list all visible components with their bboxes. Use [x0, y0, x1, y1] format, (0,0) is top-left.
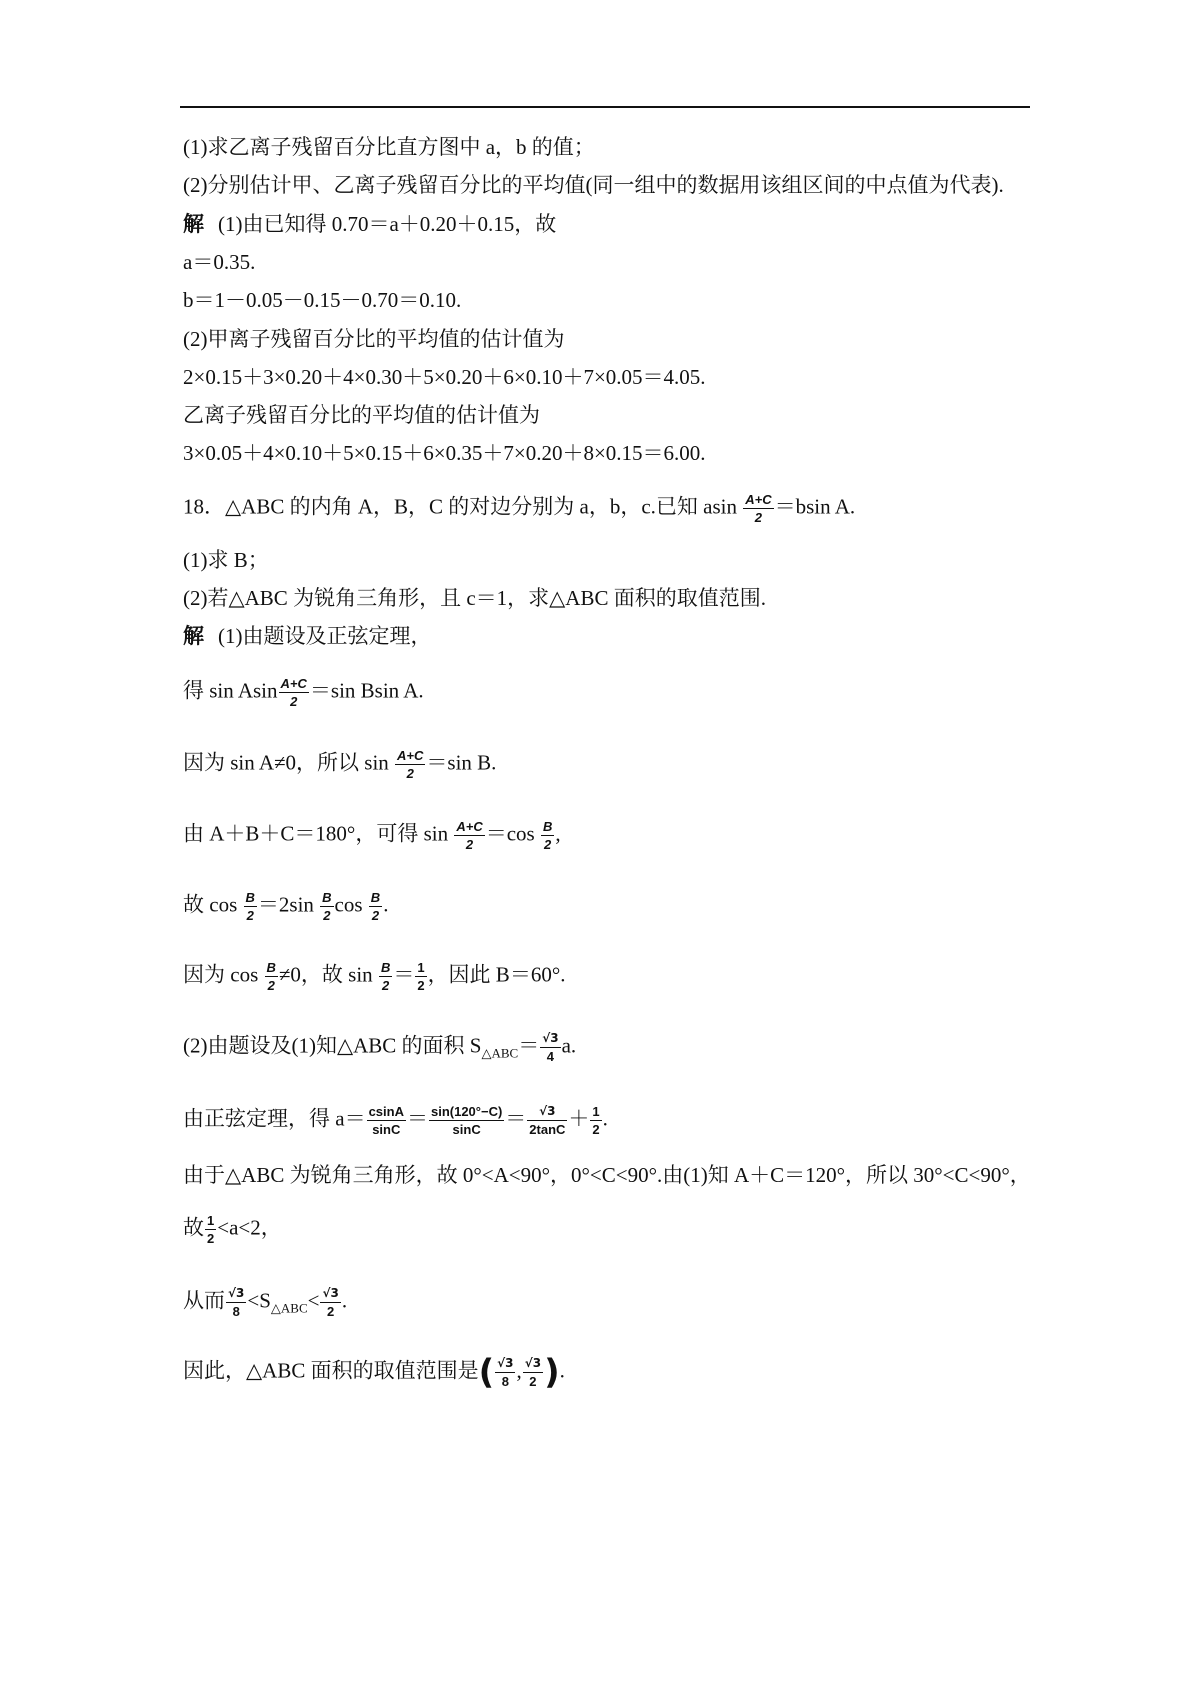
fraction-1-over-2: $\frac{1}{2}$: [417, 960, 425, 993]
solution-label: 解: [183, 624, 204, 648]
p18-step-8: 由正弦定理，得 a＝ $\frac{csinA}{\sin C}$ ＝ $\frac{\sin(120^\circ-C)}{\sin C}$ ＝ $\frac{√3}{2\tan C}$ ＋ $\frac{1}{2}$ .: [183, 1104, 608, 1137]
p17-calc-jia: 2×0.15＋3×0.20＋4×0.30＋5×0.20＋6×0.10＋7×0.05＝4.05.: [183, 365, 706, 389]
p17-yi-label: 乙离子残留百分比的平均值的估计值为: [183, 403, 540, 427]
p18-step-12: 因此，△ABC 面积的取值范围是( $\frac{√3}{8}$ , $\frac{√3}{2}$ ).: [183, 1352, 565, 1393]
fraction-sqrt3-over-2: $\frac{√3}{2}$: [524, 1356, 542, 1389]
fraction-a-plus-c-over-2: $\frac{A+C}{2}$: [280, 676, 307, 709]
p17-b-value: b＝1－0.05－0.15－0.70＝0.10.: [183, 288, 462, 312]
p18-step-11: 从而 $\frac{√3}{8}$ $<S_{\triangle ABC}<$ $\frac{√3}{2}$ .: [183, 1286, 348, 1319]
fraction-b-over-2: $\frac{B}{2}$: [266, 960, 276, 993]
fraction-b-over-2: $\frac{B}{2}$: [322, 890, 332, 923]
p18-question-2: (2)若△ABC 为锐角三角形，且 c＝1，求△ABC 面积的取值范围.: [183, 586, 766, 610]
fraction-a-plus-c-over-2: $\frac{A+C}{2}$: [456, 819, 483, 852]
fraction-sqrt3-over-2tanc: $\frac{√3}{2\tan C}$: [529, 1104, 566, 1137]
p17-question-2: (2)分别估计甲、乙离子残留百分比的平均值(同一组中的数据用该组区间的中点值为代表).: [183, 173, 1004, 197]
fraction-1-over-2: $\frac{1}{2}$: [207, 1213, 215, 1246]
header-rule: [180, 106, 1030, 108]
p18-step-7: (2)由题设及(1)知△ABC 的面积 $S_{\triangle ABC}=$ $\frac{√3}{4}$ a.: [183, 1031, 577, 1064]
p17-question-1: (1)求乙离子残留百分比直方图中 a，b 的值；: [183, 135, 595, 159]
fraction-a-plus-c-over-2: $\frac{A+C}{2}$: [745, 492, 772, 525]
fraction-sqrt3-over-8: $\frac{√3}{8}$: [228, 1286, 245, 1319]
solution-label: 解: [183, 212, 204, 236]
p17-calc-yi: 3×0.05＋4×0.10＋5×0.15＋6×0.35＋7×0.20＋8×0.15＝6.00.: [183, 441, 706, 465]
p17-a-value: a＝0.35.: [183, 250, 256, 274]
p18-solution-1: 解 (1)由题设及正弦定理，: [183, 624, 432, 648]
fraction-sqrt3-over-2: $\frac{√3}{2}$: [322, 1286, 339, 1319]
fraction-sqrt3-over-8: $\frac{√3}{8}$: [497, 1356, 514, 1389]
p18-step-5: 故 cos $\frac{B}{2}$ ＝2sin $\frac{B}{2}$ cos $\frac{B}{2}$ .: [183, 890, 389, 923]
fraction-a-plus-c-over-2: $\frac{A+C}{2}$: [397, 748, 424, 781]
fraction-b-over-2: $\frac{B}{2}$: [370, 890, 381, 923]
fraction-sin120-over-sinc: $\frac{\sin(120^\circ-C)}{\sin C}$: [430, 1104, 503, 1137]
fraction-b-over-2: $\frac{B}{2}$: [380, 960, 391, 993]
p17-solution-2: (2)甲离子残留百分比的平均值的估计值为: [183, 327, 565, 351]
p17-solution-1: 解 (1)由已知得 0.70＝a＋0.20＋0.15，故: [183, 212, 557, 236]
p18-step-6: 因为 cos $\frac{B}{2}$ ≠0，故 sin $\frac{B}{2}$ ＝ $\frac{1}{2}$ ，因此 B＝60°.: [183, 960, 566, 993]
p18-step-10: 故 $\frac{1}{2}$ <a<2，: [183, 1213, 282, 1246]
p18-step-3: 因为 sin A≠0，所以 sin $\frac{A+C}{2}$ ＝sin B.: [183, 748, 497, 781]
p18-step-4: 由 A＋B＋C＝180°，可得 sin $\frac{A+C}{2}$ ＝cos $\frac{B}{2}$ ,: [183, 819, 561, 852]
left-paren: (: [478, 1352, 495, 1393]
fraction-sqrt3-over-4: $\frac{√3}{4}$: [542, 1031, 559, 1064]
fraction-csina-over-sinc: $\frac{csinA}{\sin C}$: [368, 1104, 404, 1137]
p18-step-9: 由于△ABC 为锐角三角形，故 0°<A<90°，0°<C<90°.由(1)知 A＋C＝120°，所以 30°<C<90°，: [183, 1163, 1031, 1187]
fraction-b-over-2: $\frac{B}{2}$: [245, 890, 255, 923]
p18-stem: 18．△ABC 的内角 A，B，C 的对边分别为 a，b，c.已知 asin $\frac{A+C}{2}$ ＝bsin A.: [183, 492, 856, 525]
right-paren: ): [544, 1352, 560, 1393]
fraction-1-over-2: $\frac{1}{2}$: [592, 1104, 600, 1137]
fraction-b-over-2: $\frac{B}{2}$: [542, 819, 553, 852]
p18-step-2: 得 sin Asin $\frac{A+C}{2}$ ＝sin Bsin A.: [183, 676, 424, 709]
p18-question-1: (1)求 B；: [183, 548, 269, 572]
